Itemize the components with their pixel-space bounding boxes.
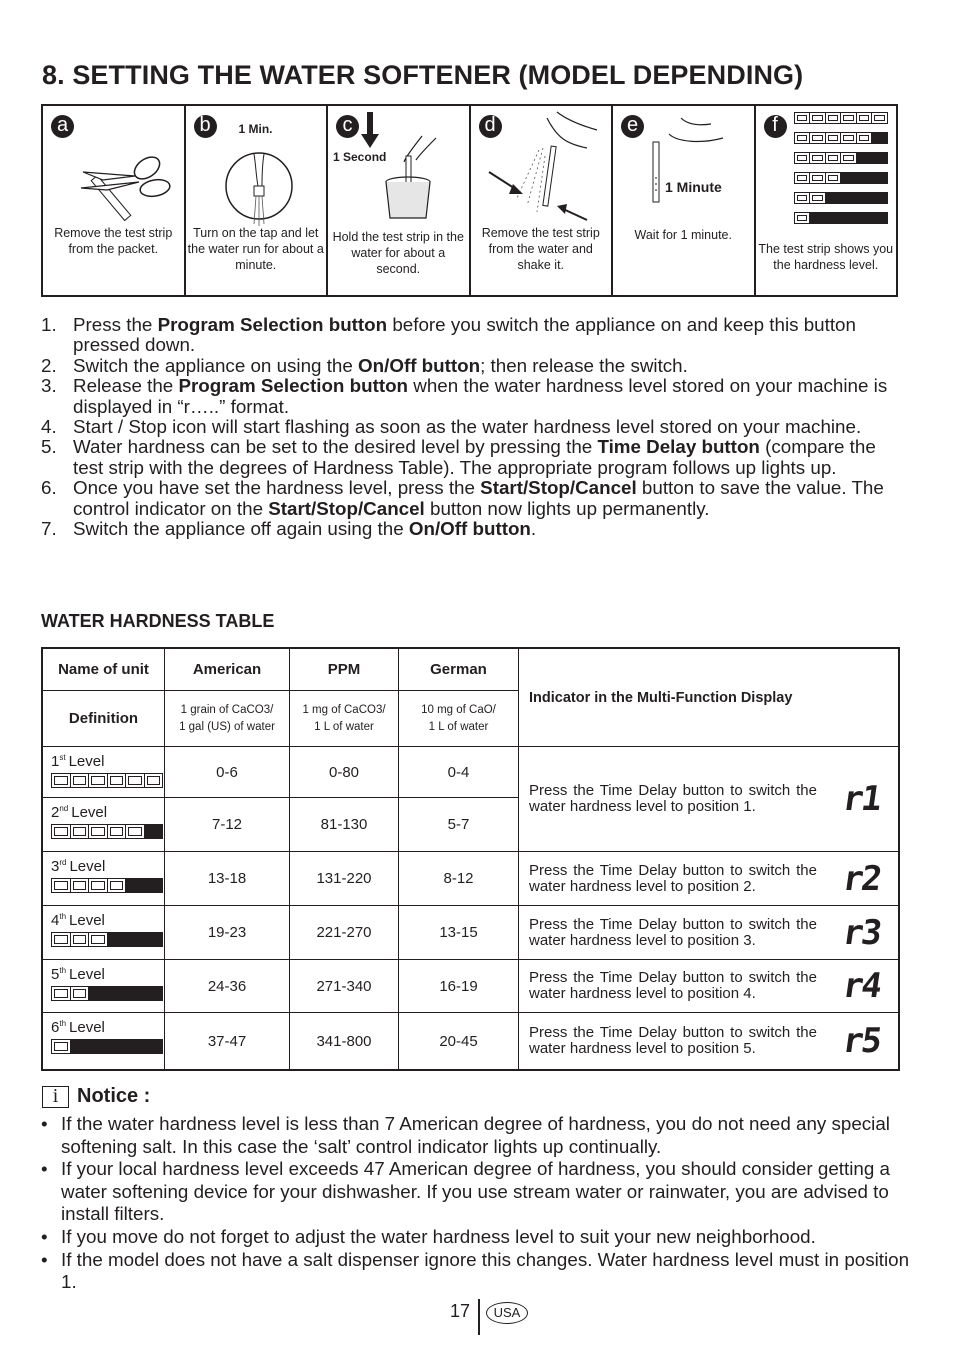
test-strip-indicator <box>51 773 163 788</box>
level-american-value: 13-18 <box>165 852 290 906</box>
level-american-value: 24-36 <box>165 960 290 1013</box>
level-label: 2nd Level <box>51 804 108 821</box>
definition-german-line1: 10 mg of CaO/ <box>421 703 496 716</box>
display-code: r2 <box>840 858 883 899</box>
level-label: 3rd Level <box>51 858 106 875</box>
display-code: r5 <box>840 1021 883 1061</box>
notice-heading <box>42 1085 150 1108</box>
step-description: Wait for 1 minute. <box>634 228 732 242</box>
instruction-item: 2. Switch the appliance on using the On/Off button; then release the switch. <box>41 354 688 376</box>
info-icon: i <box>42 1086 69 1108</box>
indicator-instruction: Press the Time Delay button to switch the water hardness level to position 3. <box>529 915 817 949</box>
test-strip-sample <box>794 112 888 124</box>
instruction-item: 3. Release the Program Selection button when the water hardness level stored on your machine is displayed in “r…..” format. <box>41 375 888 417</box>
water-hardness-table <box>41 647 900 1071</box>
step-letter: a <box>51 115 74 138</box>
indicator-cell <box>519 906 898 960</box>
glass-with-strip-illustration <box>376 134 456 224</box>
level-american-value: 7-12 <box>165 798 290 852</box>
indicator-cell <box>519 747 898 852</box>
header-american: American <box>165 649 290 691</box>
indicator-cell <box>519 960 898 1013</box>
definition-american <box>165 691 290 747</box>
step-description: Remove the test strip from the packet. <box>54 226 173 256</box>
definition-american-line2: 1 gal (US) of water <box>179 720 275 733</box>
instruction-item: 6. Once you have set the hardness level, press the Start/Stop/Cancel button to save the value. The control indicator on the Start/Stop/Cancel button now lights up permanently. <box>41 477 884 519</box>
test-strip-sample <box>794 152 888 164</box>
instruction-list <box>41 315 911 539</box>
running-tap-illustration <box>214 146 304 236</box>
test-strip-indicator <box>51 986 163 1001</box>
step-timer-label: 1 Minute <box>665 179 722 195</box>
step-letter: c <box>336 115 359 138</box>
level-name-cell <box>43 906 165 960</box>
indicator-instruction: Press the Time Delay button to switch the water hardness level to position 5. <box>529 1024 817 1057</box>
test-strip-indicator <box>51 932 163 947</box>
scissors-strip-illustration <box>63 144 183 224</box>
level-german-value: 5-7 <box>399 798 519 852</box>
level-label: 1st Level <box>51 753 105 770</box>
definition-label: Definition <box>43 691 165 747</box>
header-german: German <box>399 649 519 691</box>
level-american-value: 37-47 <box>165 1013 290 1069</box>
region-badge: USA <box>486 1302 528 1324</box>
test-strip-sample <box>794 132 888 144</box>
level-ppm-value: 0-80 <box>290 747 399 798</box>
indicator-instruction: Press the Time Delay button to switch the water hardness level to position 2. <box>529 861 817 895</box>
test-strip-indicator <box>51 1039 163 1054</box>
step-d <box>471 106 614 295</box>
level-name-cell <box>43 852 165 906</box>
step-c <box>328 106 471 295</box>
notice-item: • If your local hardness level exceeds 47 American degree of hardness, you should consider getting a water softening device for your dishwasher. If you use stream water or rainwater, you are advised to install filters. <box>41 1158 911 1226</box>
level-ppm-value: 131-220 <box>290 852 399 906</box>
definition-ppm-line2: 1 L of water <box>314 720 374 733</box>
page-number-divider <box>478 1299 480 1335</box>
instruction-item: 5. Water hardness can be set to the desired level by pressing the Time Delay button (compare the test strip with the degrees of Hardness Table). The appropriate program follows up lights up. <box>41 436 876 478</box>
indicator-cell <box>519 1013 898 1069</box>
header-indicator <box>519 649 898 747</box>
notice-item: • If the water hardness level is less than 7 American degree of hardness, you do not need any special softening salt. In this case the ‘salt’ control indicator lights up continually. <box>41 1113 911 1158</box>
level-name-cell <box>43 1013 165 1069</box>
step-description: Turn on the tap and let the water run for about a minute. <box>187 226 324 272</box>
level-german-value: 16-19 <box>399 960 519 1013</box>
display-code: r3 <box>840 912 883 953</box>
step-description: The test strip shows you the hardness level. <box>758 242 894 272</box>
header-ppm: PPM <box>290 649 399 691</box>
level-ppm-value: 271-340 <box>290 960 399 1013</box>
indicator-instruction: Press the Time Delay button to switch the water hardness level to position 4. <box>529 969 817 1002</box>
step-timer-label: 1 Min. <box>238 122 273 136</box>
test-strip-sample <box>794 192 888 204</box>
step-description: Remove the test strip from the water and shake it. <box>481 226 600 272</box>
level-name-cell <box>43 960 165 1013</box>
step-letter: b <box>194 115 217 138</box>
instruction-item: 4. Start / Stop icon will start flashing as soon as the water hardness level stored on your machine. <box>41 416 862 438</box>
test-strip-results <box>794 112 888 224</box>
definition-ppm <box>290 691 399 747</box>
test-strip-sample <box>794 172 888 184</box>
step-f <box>756 106 897 295</box>
definition-german-line2: 1 L of water <box>428 720 489 733</box>
level-label: 6th Level <box>51 1019 105 1036</box>
level-german-value: 20-45 <box>399 1013 519 1069</box>
step-description: Hold the test strip in the water for about a second. <box>332 230 464 276</box>
level-ppm-value: 221-270 <box>290 906 399 960</box>
header-unit: Name of unit <box>43 649 165 691</box>
notice-item: • If the model does not have a salt dispenser ignore this changes. Water hardness level must in position 1. <box>41 1249 911 1294</box>
step-letter: e <box>621 115 644 138</box>
definition-german <box>399 691 519 747</box>
level-name-cell <box>43 798 165 852</box>
display-code: r1 <box>840 779 883 819</box>
level-german-value: 0-4 <box>399 747 519 798</box>
step-letter: d <box>479 115 502 138</box>
test-strip-indicator <box>51 824 163 839</box>
definition-ppm-line1: 1 mg of CaCO3/ <box>302 703 386 716</box>
indicator-cell <box>519 852 898 906</box>
step-a <box>43 106 186 295</box>
step-letter: f <box>764 115 787 138</box>
level-american-value: 19-23 <box>165 906 290 960</box>
level-german-value: 8-12 <box>399 852 519 906</box>
notice-list <box>41 1113 911 1294</box>
instruction-item: 7. Switch the appliance off again using the On/Off button. <box>41 518 537 540</box>
table-title: WATER HARDNESS TABLE <box>41 611 275 631</box>
display-code: r4 <box>840 966 883 1006</box>
test-strip-sample <box>794 212 888 224</box>
page-title: 8. SETTING THE WATER SOFTENER (MODEL DEPENDING) <box>42 60 804 90</box>
test-strip-indicator <box>51 878 163 893</box>
notice-title: Notice : <box>77 1085 151 1107</box>
level-ppm-value: 81-130 <box>290 798 399 852</box>
level-name-cell <box>43 747 165 798</box>
indicator-instruction: Press the Time Delay button to switch the water hardness level to position 1. <box>529 782 817 815</box>
test-strip-steps <box>41 104 898 297</box>
page-number: 17 <box>450 1301 471 1321</box>
shake-strip-illustration <box>487 108 607 228</box>
notice-item: • If you move do not forget to adjust the water hardness level to suit your new neighborhood. <box>41 1226 911 1249</box>
header-indicator-label: Indicator in the Multi-Function Display <box>529 689 793 706</box>
level-label: 5th Level <box>51 966 105 983</box>
level-label: 4th Level <box>51 912 105 929</box>
level-ppm-value: 341-800 <box>290 1013 399 1069</box>
step-b <box>186 106 329 295</box>
instruction-item: 1. Press the Program Selection button before you switch the appliance on and keep this button pressed down. <box>41 314 856 356</box>
definition-american-line1: 1 grain of CaCO3/ <box>180 703 274 716</box>
step-timer-label: 1 Second <box>333 150 387 164</box>
level-german-value: 13-15 <box>399 906 519 960</box>
level-american-value: 0-6 <box>165 747 290 798</box>
step-e <box>613 106 756 295</box>
